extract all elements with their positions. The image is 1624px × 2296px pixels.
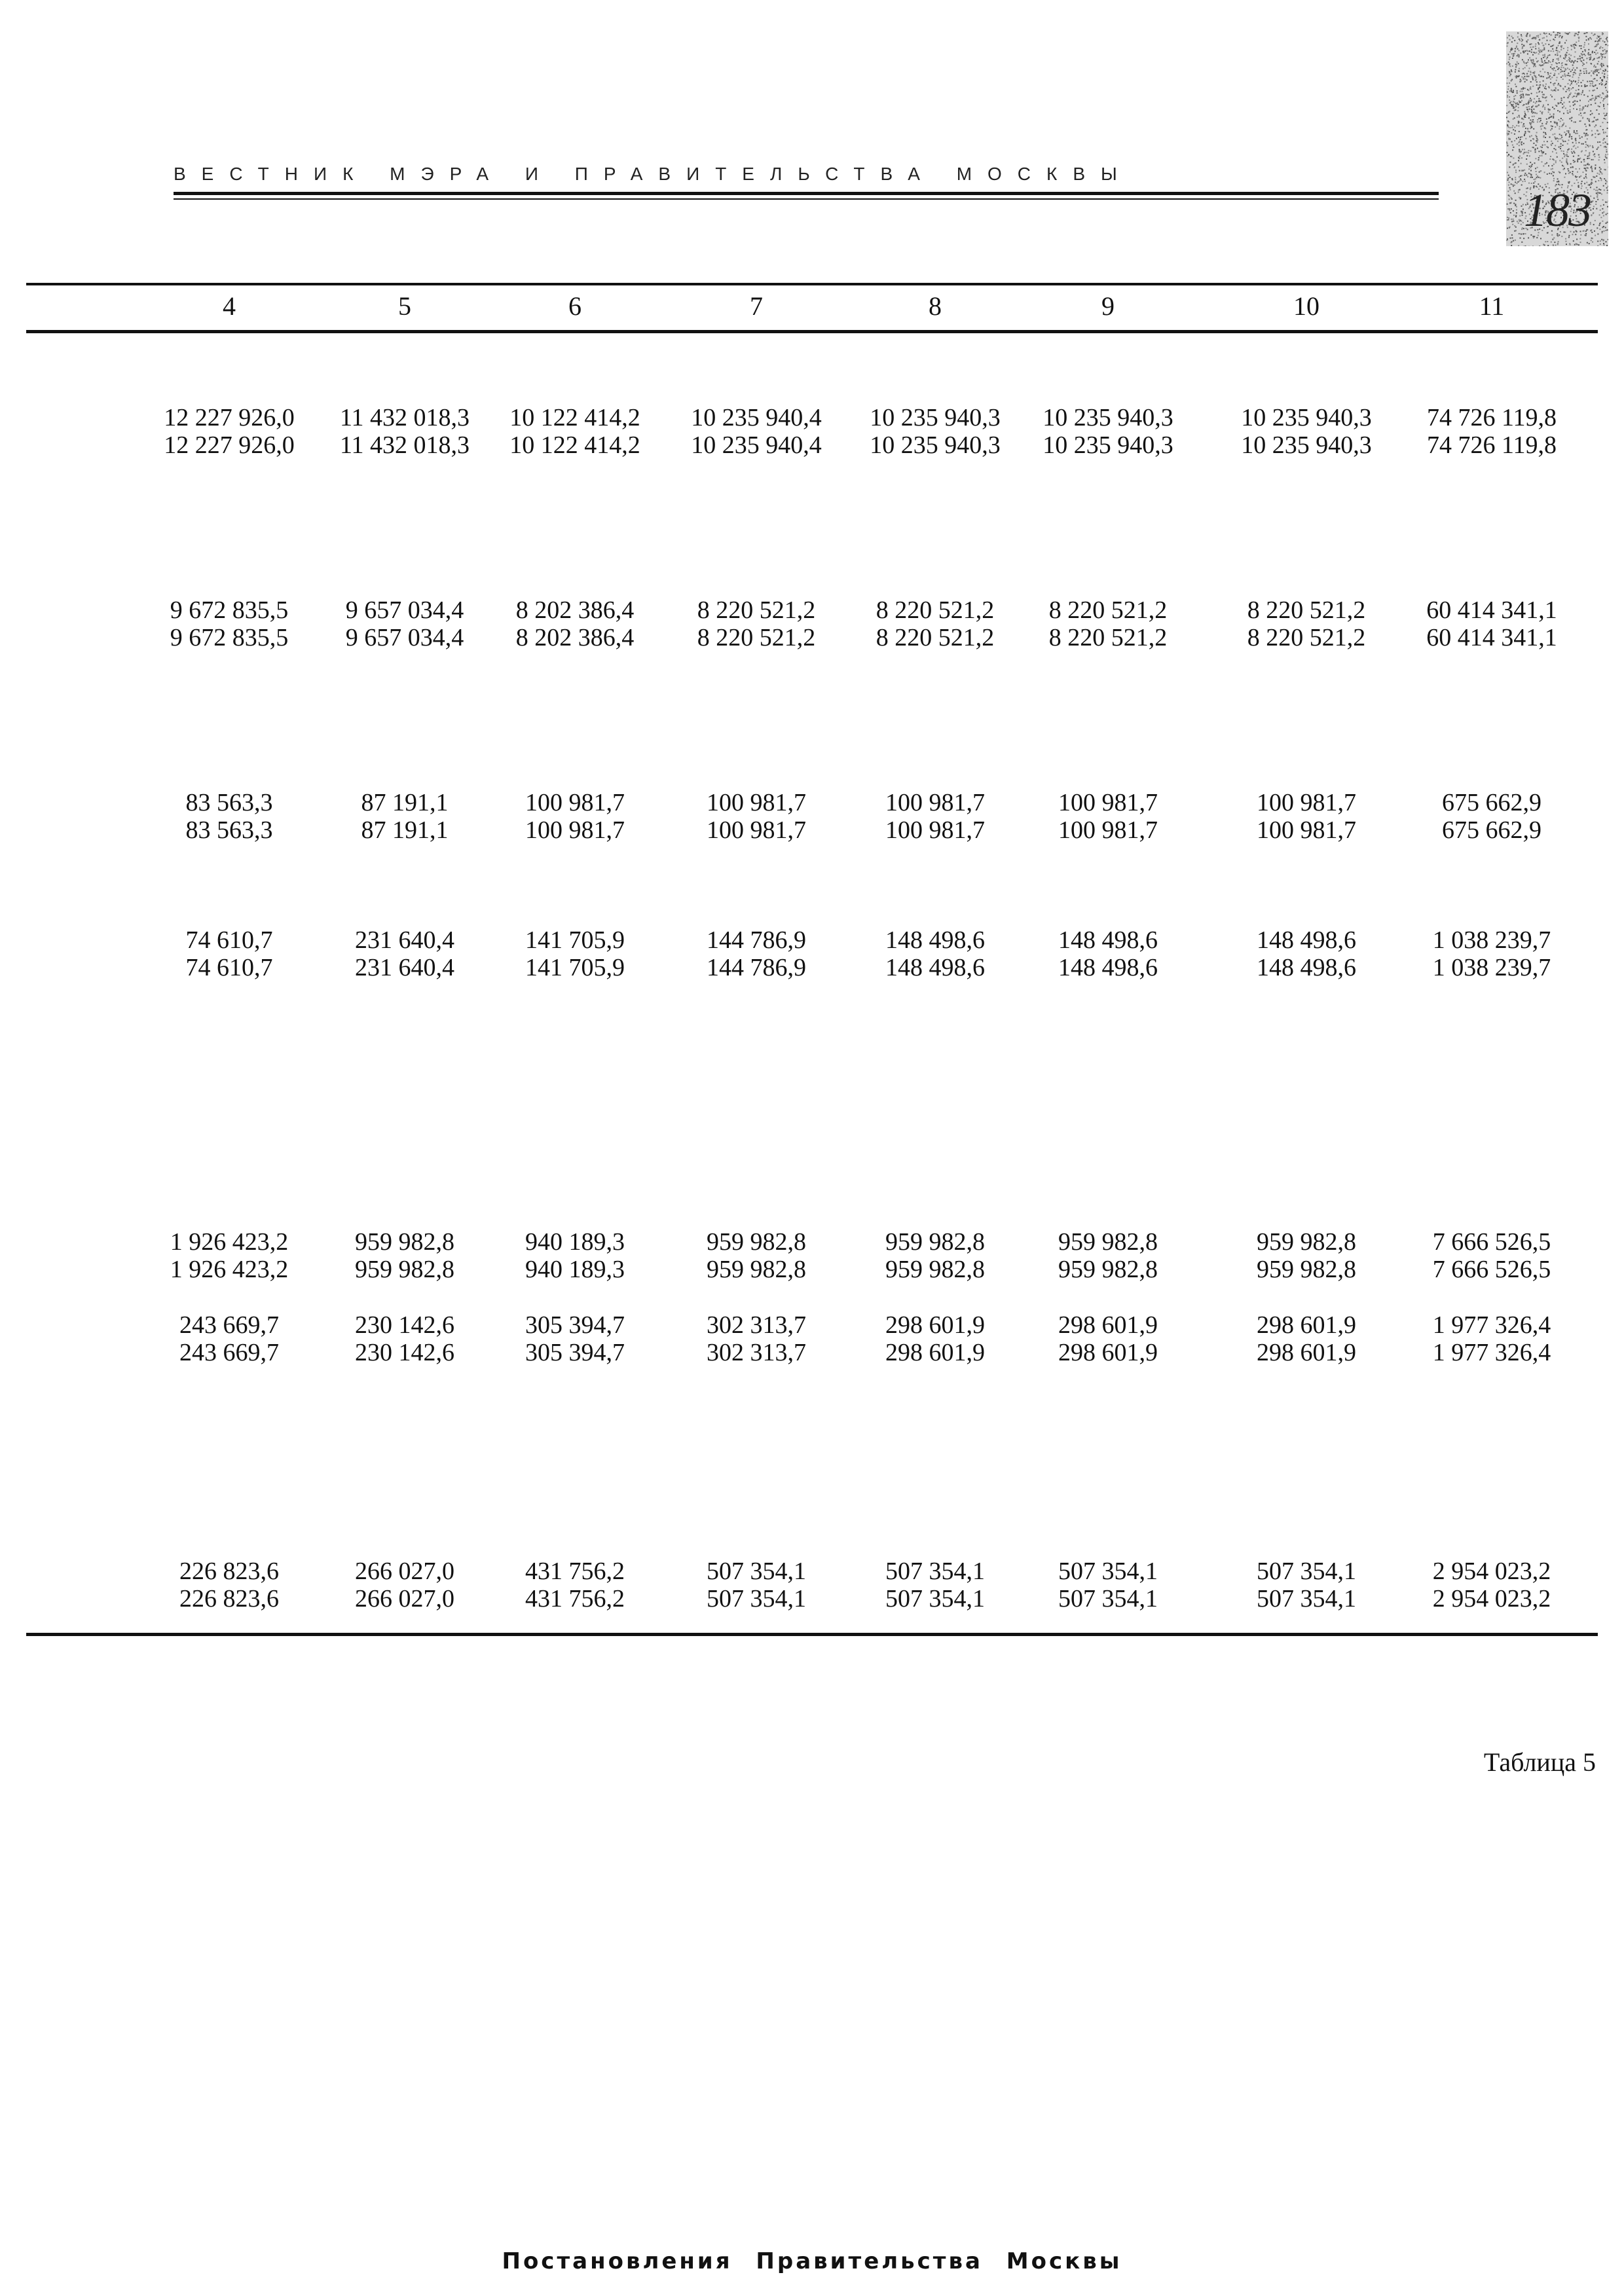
table-cell: 74 726 119,8: [1426, 431, 1557, 459]
table-cell: 298 601,9: [1257, 1311, 1356, 1339]
table-cell: 230 142,6: [355, 1311, 454, 1339]
table-cell: 9 672 835,5: [170, 596, 289, 624]
table-cell: 8 220 521,2: [1048, 624, 1168, 651]
table-cell: 10 235 940,3: [1241, 431, 1372, 459]
table-cell: 298 601,9: [885, 1339, 985, 1366]
table-cell: 9 657 034,4: [345, 624, 464, 651]
table-cell: 12 227 926,0: [164, 404, 295, 431]
table-cell: 675 662,9: [1442, 789, 1541, 816]
table-cell: 10 235 940,3: [1241, 404, 1372, 431]
table-cell: 10 235 940,4: [691, 404, 822, 431]
table-cell: 675 662,9: [1442, 816, 1541, 844]
table-cell: 83 563,3: [185, 816, 273, 844]
table-cell: 10 235 940,4: [691, 431, 822, 459]
table-cell: 507 354,1: [885, 1585, 985, 1613]
column-header: 8: [929, 291, 942, 321]
table-cell: 9 672 835,5: [170, 624, 289, 651]
table-cell: 8 220 521,2: [1247, 596, 1366, 624]
table-cell: 959 982,8: [1257, 1256, 1356, 1283]
table-cell: 10 235 940,3: [870, 404, 1001, 431]
table-cell: 231 640,4: [355, 954, 454, 981]
table-cell: 100 981,7: [1058, 816, 1158, 844]
table-cell: 100 981,7: [885, 789, 985, 816]
table-cell: 302 313,7: [707, 1311, 806, 1339]
table-cell: 243 669,7: [179, 1339, 279, 1366]
table-cell: 507 354,1: [1058, 1558, 1158, 1585]
table-cell: 940 189,3: [525, 1228, 625, 1256]
table-cell: 10 122 414,2: [509, 404, 640, 431]
table-cell: 60 414 341,1: [1426, 624, 1557, 651]
table-cell: 10 122 414,2: [509, 431, 640, 459]
table-cell: 959 982,8: [707, 1228, 806, 1256]
table-cell: 100 981,7: [525, 816, 625, 844]
table-cell: 959 982,8: [355, 1256, 454, 1283]
table-cell: 2 954 023,2: [1432, 1585, 1551, 1613]
table-cell: 8 220 521,2: [876, 596, 995, 624]
page-number: 183: [1524, 184, 1591, 236]
table-cell: 507 354,1: [707, 1558, 806, 1585]
header-rule-thin: [174, 198, 1439, 200]
table-cell: 74 610,7: [185, 954, 273, 981]
table-cell: 100 981,7: [707, 816, 806, 844]
table-cell: 243 669,7: [179, 1311, 279, 1339]
footer-title: Постановления Правительства Москвы: [502, 2248, 1122, 2274]
table-cell: 148 498,6: [885, 926, 985, 954]
table-cell: 507 354,1: [1257, 1558, 1356, 1585]
table-cell: 940 189,3: [525, 1256, 625, 1283]
table-cell: 305 394,7: [525, 1339, 625, 1366]
table-cell: 305 394,7: [525, 1311, 625, 1339]
table-cell: 83 563,3: [185, 789, 273, 816]
table-cell: 11 432 018,3: [339, 404, 470, 431]
table-cell: 959 982,8: [355, 1228, 454, 1256]
table-cell: 298 601,9: [885, 1311, 985, 1339]
column-header: 7: [750, 291, 763, 321]
column-header: 6: [568, 291, 581, 321]
table-cell: 74 610,7: [185, 926, 273, 954]
header-rule: [174, 192, 1439, 195]
table-cell: 8 220 521,2: [876, 624, 995, 651]
table-cell: 226 823,6: [179, 1558, 279, 1585]
table-cell: 8 220 521,2: [1247, 624, 1366, 651]
table-cell: 1 977 326,4: [1432, 1339, 1551, 1366]
table-cell: 298 601,9: [1058, 1311, 1158, 1339]
table-cell: 298 601,9: [1257, 1339, 1356, 1366]
table-cell: 148 498,6: [1058, 954, 1158, 981]
table-cell: 266 027,0: [355, 1558, 454, 1585]
table-cell: 230 142,6: [355, 1339, 454, 1366]
table-cell: 87 191,1: [361, 816, 449, 844]
table-cell: 141 705,9: [525, 954, 625, 981]
table-cell: 507 354,1: [1257, 1585, 1356, 1613]
table-cell: 231 640,4: [355, 926, 454, 954]
table-cell: 148 498,6: [1257, 926, 1356, 954]
table-cell: 959 982,8: [1058, 1228, 1158, 1256]
table-cell: 959 982,8: [1257, 1228, 1356, 1256]
table-cell: 431 756,2: [525, 1585, 625, 1613]
table-cell: 100 981,7: [885, 816, 985, 844]
table-cell: 507 354,1: [885, 1558, 985, 1585]
page-number-badge: [1506, 31, 1608, 246]
column-header: 5: [398, 291, 411, 321]
table-cell: 1 926 423,2: [170, 1256, 289, 1283]
table-cell: 1 926 423,2: [170, 1228, 289, 1256]
table-cell: 8 220 521,2: [1048, 596, 1168, 624]
table-cell: 302 313,7: [707, 1339, 806, 1366]
table-cell: 959 982,8: [707, 1256, 806, 1283]
table-cell: 298 601,9: [1058, 1339, 1158, 1366]
table-cell: 100 981,7: [1257, 816, 1356, 844]
table-cell: 100 981,7: [1257, 789, 1356, 816]
table-caption: Таблица 5: [1483, 1747, 1596, 1777]
table-cell: 1 038 239,7: [1432, 954, 1551, 981]
table-cell: 959 982,8: [885, 1256, 985, 1283]
table-cell: 8 202 386,4: [515, 596, 635, 624]
table-cell: 87 191,1: [361, 789, 449, 816]
table-cell: 7 666 526,5: [1432, 1228, 1551, 1256]
table-cell: 9 657 034,4: [345, 596, 464, 624]
table-cell: 144 786,9: [707, 954, 806, 981]
table-cell: 8 220 521,2: [697, 624, 816, 651]
table-top-rule: [26, 283, 1598, 285]
table-cell: 8 220 521,2: [697, 596, 816, 624]
column-header: 4: [223, 291, 236, 321]
table-cell: 74 726 119,8: [1426, 404, 1557, 431]
table-cell: 148 498,6: [1058, 926, 1158, 954]
table-cell: 10 235 940,3: [870, 431, 1001, 459]
table-cell: 266 027,0: [355, 1585, 454, 1613]
table-cell: 100 981,7: [525, 789, 625, 816]
table-cell: 100 981,7: [707, 789, 806, 816]
table-cell: 959 982,8: [1058, 1256, 1158, 1283]
table-cell: 226 823,6: [179, 1585, 279, 1613]
table-cell: 507 354,1: [1058, 1585, 1158, 1613]
table-cell: 7 666 526,5: [1432, 1256, 1551, 1283]
table-cell: 144 786,9: [707, 926, 806, 954]
table-cell: 10 235 940,3: [1043, 431, 1173, 459]
table-cell: 12 227 926,0: [164, 431, 295, 459]
table-cell: 959 982,8: [885, 1228, 985, 1256]
table-cell: 10 235 940,3: [1043, 404, 1173, 431]
column-header: 11: [1479, 291, 1505, 321]
table-cell: 141 705,9: [525, 926, 625, 954]
table-cell: 1 038 239,7: [1432, 926, 1551, 954]
table-cell: 8 202 386,4: [515, 624, 635, 651]
table-header-rule: [26, 330, 1598, 333]
table-cell: 100 981,7: [1058, 789, 1158, 816]
column-header: 10: [1293, 291, 1320, 321]
column-header: 9: [1101, 291, 1115, 321]
table-cell: 1 977 326,4: [1432, 1311, 1551, 1339]
table-bottom-rule: [26, 1633, 1598, 1636]
table-cell: 2 954 023,2: [1432, 1558, 1551, 1585]
table-cell: 431 756,2: [525, 1558, 625, 1585]
journal-title: ВЕСТНИК МЭРА И ПРАВИТЕЛЬСТВА МОСКВЫ: [174, 164, 1133, 184]
table-cell: 60 414 341,1: [1426, 596, 1557, 624]
table-cell: 507 354,1: [707, 1585, 806, 1613]
table-cell: 11 432 018,3: [339, 431, 470, 459]
table-cell: 148 498,6: [1257, 954, 1356, 981]
table-cell: 148 498,6: [885, 954, 985, 981]
